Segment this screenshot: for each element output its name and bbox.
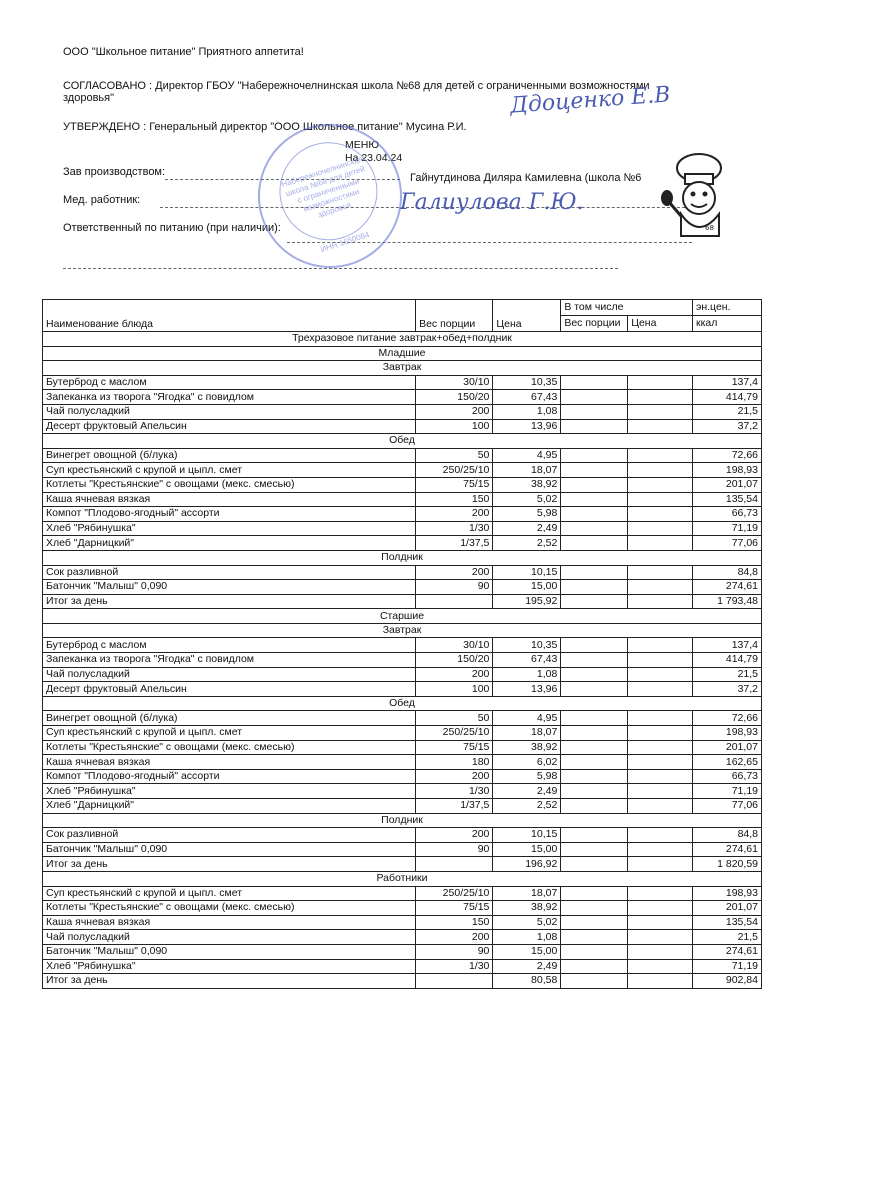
portion-weight bbox=[416, 857, 493, 872]
table-row bbox=[43, 682, 762, 697]
table-row bbox=[43, 653, 762, 668]
section-label: Обед bbox=[43, 696, 762, 711]
incl-price bbox=[628, 653, 693, 668]
incl-weight bbox=[561, 974, 628, 989]
responsible-label: Ответственный по питанию (при наличии): bbox=[63, 222, 281, 234]
price: 38,92 bbox=[493, 740, 561, 755]
incl-weight bbox=[561, 477, 628, 492]
dish-name: Суп крестьянский с крупой и цыпл. смет bbox=[43, 463, 416, 478]
table-header-row bbox=[43, 300, 762, 316]
energy-value: 37,2 bbox=[692, 682, 761, 697]
col-incl-header: В том числе bbox=[561, 300, 693, 316]
total-row bbox=[43, 857, 762, 872]
incl-weight bbox=[561, 404, 628, 419]
portion-weight: 90 bbox=[416, 842, 493, 857]
dish-name: Хлеб "Рябинушка" bbox=[43, 784, 416, 799]
energy-value: 201,07 bbox=[692, 740, 761, 755]
col-weight-header: Вес порции bbox=[416, 300, 493, 332]
dish-name: Котлеты "Крестьянские" с овощами (мекс. смесью) bbox=[43, 477, 416, 492]
price: 196,92 bbox=[493, 857, 561, 872]
price: 15,00 bbox=[493, 842, 561, 857]
incl-weight bbox=[561, 463, 628, 478]
price: 10,15 bbox=[493, 565, 561, 580]
portion-weight: 75/15 bbox=[416, 477, 493, 492]
energy-value: 274,61 bbox=[692, 842, 761, 857]
table-row bbox=[43, 711, 762, 726]
portion-weight: 1/37,5 bbox=[416, 799, 493, 814]
section-row bbox=[43, 434, 762, 449]
incl-weight bbox=[561, 842, 628, 857]
price: 2,49 bbox=[493, 521, 561, 536]
dish-name: Батончик "Малыш" 0,090 bbox=[43, 944, 416, 959]
table-row bbox=[43, 463, 762, 478]
incl-weight bbox=[561, 711, 628, 726]
incl-price bbox=[628, 390, 693, 405]
energy-value: 66,73 bbox=[692, 507, 761, 522]
incl-price bbox=[628, 492, 693, 507]
dish-name: Десерт фруктовый Апельсин bbox=[43, 419, 416, 434]
energy-value: 414,79 bbox=[692, 653, 761, 668]
incl-price bbox=[628, 901, 693, 916]
incl-price bbox=[628, 419, 693, 434]
energy-value: 137,4 bbox=[692, 638, 761, 653]
portion-weight: 50 bbox=[416, 711, 493, 726]
incl-price bbox=[628, 594, 693, 609]
dish-name: Винегрет овощной (б/лука) bbox=[43, 711, 416, 726]
portion-weight: 150 bbox=[416, 492, 493, 507]
section-row bbox=[43, 361, 762, 376]
dish-name: Каша ячневая вязкая bbox=[43, 492, 416, 507]
portion-weight bbox=[416, 594, 493, 609]
table-row bbox=[43, 638, 762, 653]
incl-price bbox=[628, 828, 693, 843]
price: 5,98 bbox=[493, 507, 561, 522]
energy-value: 72,66 bbox=[692, 711, 761, 726]
table-row bbox=[43, 448, 762, 463]
section-row bbox=[43, 609, 762, 624]
incl-weight bbox=[561, 667, 628, 682]
energy-value: 274,61 bbox=[692, 580, 761, 595]
price: 2,49 bbox=[493, 784, 561, 799]
dish-name: Итог за день bbox=[43, 594, 416, 609]
section-label: Работники bbox=[43, 871, 762, 886]
energy-value: 21,5 bbox=[692, 667, 761, 682]
dish-name: Чай полусладкий bbox=[43, 930, 416, 945]
portion-weight: 30/10 bbox=[416, 638, 493, 653]
incl-weight bbox=[561, 448, 628, 463]
table-row bbox=[43, 390, 762, 405]
portion-weight: 90 bbox=[416, 944, 493, 959]
dish-name: Батончик "Малыш" 0,090 bbox=[43, 842, 416, 857]
dish-name: Запеканка из творога "Ягодка" с повидлом bbox=[43, 390, 416, 405]
portion-weight: 200 bbox=[416, 769, 493, 784]
price: 5,02 bbox=[493, 915, 561, 930]
stamp-inn: ИНН 1650084 bbox=[319, 230, 371, 255]
total-row bbox=[43, 974, 762, 989]
table-row bbox=[43, 375, 762, 390]
table-row bbox=[43, 536, 762, 551]
energy-value: 21,5 bbox=[692, 930, 761, 945]
portion-weight: 250/25/10 bbox=[416, 726, 493, 741]
incl-weight bbox=[561, 857, 628, 872]
portion-weight bbox=[416, 974, 493, 989]
incl-price bbox=[628, 842, 693, 857]
price: 1,08 bbox=[493, 404, 561, 419]
incl-weight bbox=[561, 828, 628, 843]
dish-name: Итог за день bbox=[43, 857, 416, 872]
portion-weight: 150 bbox=[416, 915, 493, 930]
price: 67,43 bbox=[493, 390, 561, 405]
portion-weight: 200 bbox=[416, 930, 493, 945]
price: 18,07 bbox=[493, 886, 561, 901]
table-row bbox=[43, 930, 762, 945]
dish-name: Компот "Плодово-ягодный" ассорти bbox=[43, 507, 416, 522]
portion-weight: 100 bbox=[416, 682, 493, 697]
incl-price bbox=[628, 959, 693, 974]
incl-price bbox=[628, 580, 693, 595]
incl-price bbox=[628, 740, 693, 755]
dish-name: Хлеб "Рябинушка" bbox=[43, 521, 416, 536]
table-row bbox=[43, 944, 762, 959]
incl-price bbox=[628, 974, 693, 989]
portion-weight: 75/15 bbox=[416, 901, 493, 916]
table-row bbox=[43, 886, 762, 901]
section-row bbox=[43, 871, 762, 886]
energy-value: 84,8 bbox=[692, 828, 761, 843]
dish-name: Сок разливной bbox=[43, 828, 416, 843]
incl-price bbox=[628, 886, 693, 901]
section-label: Обед bbox=[43, 434, 762, 449]
energy-value: 1 793,48 bbox=[692, 594, 761, 609]
incl-weight bbox=[561, 594, 628, 609]
portion-weight: 200 bbox=[416, 404, 493, 419]
portion-weight: 250/25/10 bbox=[416, 886, 493, 901]
table-row bbox=[43, 507, 762, 522]
incl-price bbox=[628, 507, 693, 522]
energy-value: 274,61 bbox=[692, 944, 761, 959]
dish-name: Винегрет овощной (б/лука) bbox=[43, 448, 416, 463]
col-price-header: Цена bbox=[493, 300, 561, 332]
energy-value: 72,66 bbox=[692, 448, 761, 463]
col-incl-price-header: Цена bbox=[628, 316, 693, 332]
incl-weight bbox=[561, 799, 628, 814]
table-row bbox=[43, 419, 762, 434]
col-name-header: Наименование блюда bbox=[43, 300, 416, 332]
portion-weight: 200 bbox=[416, 565, 493, 580]
price: 195,92 bbox=[493, 594, 561, 609]
incl-price bbox=[628, 463, 693, 478]
dish-name: Сок разливной bbox=[43, 565, 416, 580]
portion-weight: 1/30 bbox=[416, 784, 493, 799]
dish-name: Суп крестьянский с крупой и цыпл. смет bbox=[43, 726, 416, 741]
col-incl-weight-header: Вес порции bbox=[561, 316, 628, 332]
energy-value: 135,54 bbox=[692, 492, 761, 507]
table-row bbox=[43, 726, 762, 741]
incl-price bbox=[628, 755, 693, 770]
energy-value: 162,65 bbox=[692, 755, 761, 770]
dish-name: Суп крестьянский с крупой и цыпл. смет bbox=[43, 886, 416, 901]
energy-value: 414,79 bbox=[692, 390, 761, 405]
dish-name: Запеканка из творога "Ягодка" с повидлом bbox=[43, 653, 416, 668]
incl-price bbox=[628, 944, 693, 959]
incl-weight bbox=[561, 653, 628, 668]
energy-value: 71,19 bbox=[692, 784, 761, 799]
price: 1,08 bbox=[493, 930, 561, 945]
menu-table bbox=[42, 299, 762, 989]
incl-weight bbox=[561, 915, 628, 930]
company-line: ООО "Школьное питание" Приятного аппетита! bbox=[63, 46, 304, 58]
portion-weight: 50 bbox=[416, 448, 493, 463]
portion-weight: 30/10 bbox=[416, 375, 493, 390]
energy-value: 201,07 bbox=[692, 477, 761, 492]
price: 2,49 bbox=[493, 959, 561, 974]
price: 4,95 bbox=[493, 711, 561, 726]
section-row bbox=[43, 550, 762, 565]
incl-weight bbox=[561, 769, 628, 784]
dish-name: Каша ячневая вязкая bbox=[43, 755, 416, 770]
dish-name: Компот "Плодово-ягодный" ассорти bbox=[43, 769, 416, 784]
incl-weight bbox=[561, 419, 628, 434]
incl-weight bbox=[561, 536, 628, 551]
price: 5,02 bbox=[493, 492, 561, 507]
table-row bbox=[43, 667, 762, 682]
plan-row bbox=[43, 332, 762, 347]
incl-weight bbox=[561, 755, 628, 770]
section-label: Завтрак bbox=[43, 361, 762, 376]
price: 13,96 bbox=[493, 682, 561, 697]
col-energy-unit-header: ккал bbox=[692, 316, 761, 332]
approved-line: УТВЕРЖДЕНО : Генеральный директор "ООО Школьное питание" Мусина Р.И. bbox=[63, 121, 467, 133]
director-signature: Ддоценко Е.В bbox=[509, 82, 672, 119]
table-row bbox=[43, 769, 762, 784]
svg-text:68: 68 bbox=[705, 224, 714, 232]
incl-price bbox=[628, 536, 693, 551]
dish-name: Итог за день bbox=[43, 974, 416, 989]
dish-name: Бутерброд с маслом bbox=[43, 638, 416, 653]
price: 2,52 bbox=[493, 536, 561, 551]
incl-price bbox=[628, 769, 693, 784]
table-row bbox=[43, 799, 762, 814]
incl-weight bbox=[561, 580, 628, 595]
section-label: Завтрак bbox=[43, 623, 762, 638]
col-energy-header: эн.цен. bbox=[692, 300, 761, 316]
total-row bbox=[43, 594, 762, 609]
portion-weight: 1/30 bbox=[416, 521, 493, 536]
price: 2,52 bbox=[493, 799, 561, 814]
energy-value: 198,93 bbox=[692, 726, 761, 741]
incl-price bbox=[628, 565, 693, 580]
energy-value: 66,73 bbox=[692, 769, 761, 784]
portion-weight: 200 bbox=[416, 507, 493, 522]
table-row bbox=[43, 492, 762, 507]
medic-signature: Галиулова Г.Ю. bbox=[400, 190, 584, 215]
dish-name: Чай полусладкий bbox=[43, 667, 416, 682]
table-row bbox=[43, 521, 762, 536]
section-label: Полдник bbox=[43, 813, 762, 828]
incl-price bbox=[628, 682, 693, 697]
price: 6,02 bbox=[493, 755, 561, 770]
menu-date: На 23.04.24 bbox=[345, 152, 403, 164]
table-row bbox=[43, 842, 762, 857]
incl-price bbox=[628, 667, 693, 682]
incl-price bbox=[628, 930, 693, 945]
dish-name: Бутерброд с маслом bbox=[43, 375, 416, 390]
table-row bbox=[43, 828, 762, 843]
portion-weight: 75/15 bbox=[416, 740, 493, 755]
incl-weight bbox=[561, 507, 628, 522]
incl-weight bbox=[561, 390, 628, 405]
incl-weight bbox=[561, 901, 628, 916]
portion-weight: 250/25/10 bbox=[416, 463, 493, 478]
medic-label: Мед. работник: bbox=[63, 194, 141, 206]
table-row bbox=[43, 784, 762, 799]
incl-price bbox=[628, 857, 693, 872]
energy-value: 137,4 bbox=[692, 375, 761, 390]
price: 18,07 bbox=[493, 726, 561, 741]
price: 38,92 bbox=[493, 477, 561, 492]
dish-name: Котлеты "Крестьянские" с овощами (мекс. смесью) bbox=[43, 901, 416, 916]
agreed-line: СОГЛАСОВАНО : Директор ГБОУ "Набережночелнинская школа №68 для детей с ограниченными возможностями bbox=[63, 80, 650, 92]
agreed-line-cont: здоровья" bbox=[63, 92, 115, 104]
price: 4,95 bbox=[493, 448, 561, 463]
incl-price bbox=[628, 799, 693, 814]
section-row bbox=[43, 623, 762, 638]
incl-weight bbox=[561, 565, 628, 580]
incl-price bbox=[628, 638, 693, 653]
section-row bbox=[43, 813, 762, 828]
price: 1,08 bbox=[493, 667, 561, 682]
incl-weight bbox=[561, 638, 628, 653]
energy-value: 77,06 bbox=[692, 799, 761, 814]
energy-value: 77,06 bbox=[692, 536, 761, 551]
energy-value: 84,8 bbox=[692, 565, 761, 580]
dish-name: Котлеты "Крестьянские" с овощами (мекс. смесью) bbox=[43, 740, 416, 755]
manager-label: Зав производством: bbox=[63, 166, 166, 178]
energy-value: 71,19 bbox=[692, 959, 761, 974]
table-row bbox=[43, 959, 762, 974]
energy-value: 198,93 bbox=[692, 886, 761, 901]
portion-weight: 150/20 bbox=[416, 390, 493, 405]
menu-title: МЕНЮ bbox=[345, 139, 379, 151]
dish-name: Чай полусладкий bbox=[43, 404, 416, 419]
dish-name: Десерт фруктовый Апельсин bbox=[43, 682, 416, 697]
table-row bbox=[43, 740, 762, 755]
manager-name: Гайнутдинова Диляра Камилевна (школа №6 bbox=[410, 172, 642, 184]
section-row bbox=[43, 346, 762, 361]
energy-value: 902,84 bbox=[692, 974, 761, 989]
section-row bbox=[43, 696, 762, 711]
stamp-inner-text: Набережночелнинская школа №68 для детей с ограниченными возможностями здоровья bbox=[280, 154, 366, 220]
price: 10,35 bbox=[493, 375, 561, 390]
energy-value: 135,54 bbox=[692, 915, 761, 930]
incl-price bbox=[628, 521, 693, 536]
table-row bbox=[43, 404, 762, 419]
energy-value: 201,07 bbox=[692, 901, 761, 916]
incl-price bbox=[628, 711, 693, 726]
table-row bbox=[43, 755, 762, 770]
portion-weight: 1/37,5 bbox=[416, 536, 493, 551]
incl-price bbox=[628, 448, 693, 463]
portion-weight: 90 bbox=[416, 580, 493, 595]
portion-weight: 100 bbox=[416, 419, 493, 434]
table-row bbox=[43, 477, 762, 492]
dish-name: Хлеб "Дарницкий" bbox=[43, 536, 416, 551]
section-label: Полдник bbox=[43, 550, 762, 565]
incl-weight bbox=[561, 682, 628, 697]
price: 15,00 bbox=[493, 944, 561, 959]
incl-price bbox=[628, 477, 693, 492]
incl-price bbox=[628, 375, 693, 390]
price: 15,00 bbox=[493, 580, 561, 595]
energy-value: 71,19 bbox=[692, 521, 761, 536]
table-row bbox=[43, 565, 762, 580]
incl-weight bbox=[561, 944, 628, 959]
price: 67,43 bbox=[493, 653, 561, 668]
portion-weight: 1/30 bbox=[416, 959, 493, 974]
price: 80,58 bbox=[493, 974, 561, 989]
incl-weight bbox=[561, 740, 628, 755]
chef-logo-icon bbox=[655, 150, 737, 242]
energy-value: 21,5 bbox=[692, 404, 761, 419]
incl-weight bbox=[561, 886, 628, 901]
incl-weight bbox=[561, 930, 628, 945]
section-label: Младшие bbox=[43, 346, 762, 361]
plan-title: Трехразовое питание завтрак+обед+полдник bbox=[43, 332, 762, 347]
dish-name: Каша ячневая вязкая bbox=[43, 915, 416, 930]
portion-weight: 200 bbox=[416, 828, 493, 843]
incl-weight bbox=[561, 375, 628, 390]
price: 10,35 bbox=[493, 638, 561, 653]
incl-weight bbox=[561, 726, 628, 741]
portion-weight: 150/20 bbox=[416, 653, 493, 668]
portion-weight: 180 bbox=[416, 755, 493, 770]
incl-price bbox=[628, 404, 693, 419]
incl-price bbox=[628, 915, 693, 930]
incl-price bbox=[628, 726, 693, 741]
price: 5,98 bbox=[493, 769, 561, 784]
incl-weight bbox=[561, 784, 628, 799]
price: 38,92 bbox=[493, 901, 561, 916]
dish-name: Хлеб "Рябинушка" bbox=[43, 959, 416, 974]
energy-value: 1 820,59 bbox=[692, 857, 761, 872]
extra-line bbox=[63, 268, 618, 269]
portion-weight: 200 bbox=[416, 667, 493, 682]
incl-price bbox=[628, 784, 693, 799]
table-row bbox=[43, 901, 762, 916]
dish-name: Батончик "Малыш" 0,090 bbox=[43, 580, 416, 595]
dish-name: Хлеб "Дарницкий" bbox=[43, 799, 416, 814]
price: 18,07 bbox=[493, 463, 561, 478]
incl-weight bbox=[561, 959, 628, 974]
price: 10,15 bbox=[493, 828, 561, 843]
section-label: Старшие bbox=[43, 609, 762, 624]
table-row bbox=[43, 580, 762, 595]
energy-value: 198,93 bbox=[692, 463, 761, 478]
incl-weight bbox=[561, 492, 628, 507]
energy-value: 37,2 bbox=[692, 419, 761, 434]
table-row bbox=[43, 915, 762, 930]
price: 13,96 bbox=[493, 419, 561, 434]
incl-weight bbox=[561, 521, 628, 536]
